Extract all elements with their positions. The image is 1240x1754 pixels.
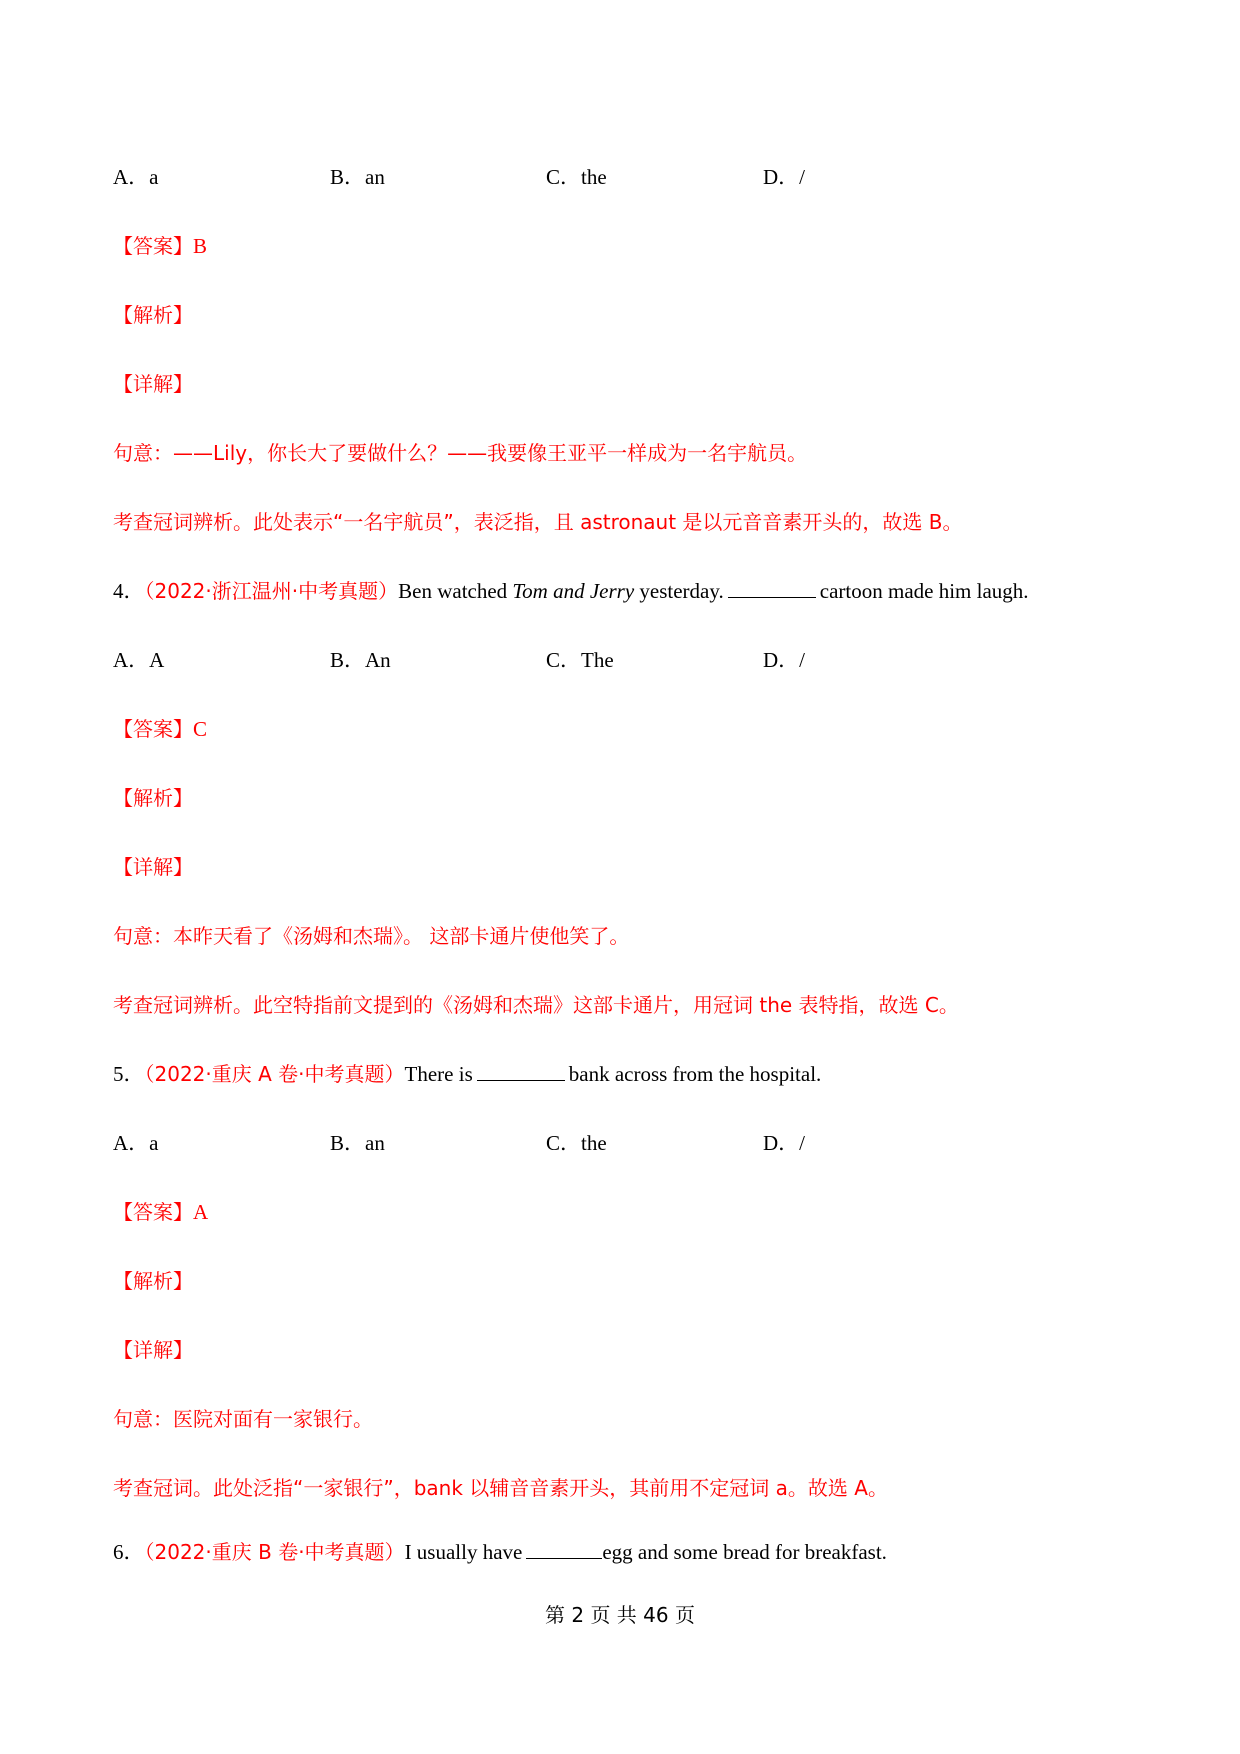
q5-source: （2022·重庆 A 卷·中考真题） — [144, 1062, 405, 1086]
answer-label: 【答案】 — [113, 234, 193, 258]
q5-analysis-label: 【解析】 — [113, 1269, 193, 1293]
q5-blank — [477, 1060, 565, 1081]
q3-option-d: D．/ — [763, 165, 806, 189]
q5-option-a: A．a — [113, 1131, 159, 1155]
q5-option-c: C．the — [546, 1131, 607, 1155]
q4-option-a: A．A — [113, 648, 165, 672]
q3-answer — [113, 231, 207, 261]
q4-answer — [113, 714, 207, 744]
answer-label: 【答案】 — [113, 717, 193, 741]
q5-stem: 5．（2022·重庆 A 卷·中考真题）There is bank across from the hospital. — [113, 1062, 822, 1086]
q6-source: （2022·重庆 B 卷·中考真题） — [144, 1540, 405, 1564]
q4-detail-label: 【详解】 — [113, 855, 193, 879]
q3-option-a: A．a — [113, 165, 159, 189]
q5-option-d: D．/ — [763, 1131, 806, 1155]
q4-option-b: B．An — [330, 648, 391, 672]
q5-answer — [113, 1197, 208, 1227]
q4-analysis-label: 【解析】 — [113, 786, 193, 810]
q3-option-c: C．the — [546, 165, 607, 189]
answer-value: A — [193, 1200, 209, 1224]
q4-explanation: 考查冠词辨析。此空特指前文提到的《汤姆和杰瑞》这部卡通片，用冠词 the 表特指，故选 C。 — [113, 993, 959, 1017]
q6-blank — [526, 1538, 602, 1559]
q3-meaning: 句意：——Lily，你长大了要做什么？——我要像王亚平一样成为一名宇航员。 — [113, 441, 808, 465]
page-footer: 第 2 页 共 46 页 — [545, 1603, 695, 1627]
q5-meaning: 句意：医院对面有一家银行。 — [113, 1407, 373, 1431]
q4-option-d: D．/ — [763, 648, 806, 672]
q4-title-italic: Tom and Jerry — [512, 579, 635, 603]
q5-options — [113, 1128, 1013, 1158]
q6-number: 6． — [113, 1540, 145, 1564]
q4-blank — [728, 577, 816, 598]
answer-label: 【答案】 — [113, 1200, 193, 1224]
q3-detail-label: 【详解】 — [113, 372, 193, 396]
q4-source: （2022·浙江温州·中考真题） — [144, 579, 399, 603]
answer-value: C — [193, 717, 208, 741]
q4-number: 4． — [113, 579, 145, 603]
q3-option-b: B．an — [330, 165, 385, 189]
answer-value: B — [193, 234, 208, 258]
q5-number: 5． — [113, 1062, 145, 1086]
q4-meaning: 句意：本昨天看了《汤姆和杰瑞》。 这部卡通片使他笑了。 — [113, 924, 630, 948]
q5-explanation: 考查冠词。此处泛指“一家银行”，bank 以辅音音素开头，其前用不定冠词 a。故选 A。 — [113, 1476, 888, 1500]
q4-options — [113, 645, 1013, 675]
q5-option-b: B．an — [330, 1131, 385, 1155]
q4-stem: 4．（2022·浙江温州·中考真题）Ben watched Tom and Jerry yesterday. cartoon made him laugh. — [113, 579, 1029, 603]
q6-stem: 6．（2022·重庆 B 卷·中考真题）I usually have egg and some bread for breakfast. — [113, 1540, 887, 1564]
q5-detail-label: 【详解】 — [113, 1338, 193, 1362]
q3-options — [113, 162, 1013, 192]
q4-option-c: C．The — [546, 648, 614, 672]
q3-analysis-label: 【解析】 — [113, 303, 193, 327]
q3-explanation: 考查冠词辨析。此处表示“一名宇航员”，表泛指，且 astronaut 是以元音音素开头的，故选 B。 — [113, 510, 963, 534]
